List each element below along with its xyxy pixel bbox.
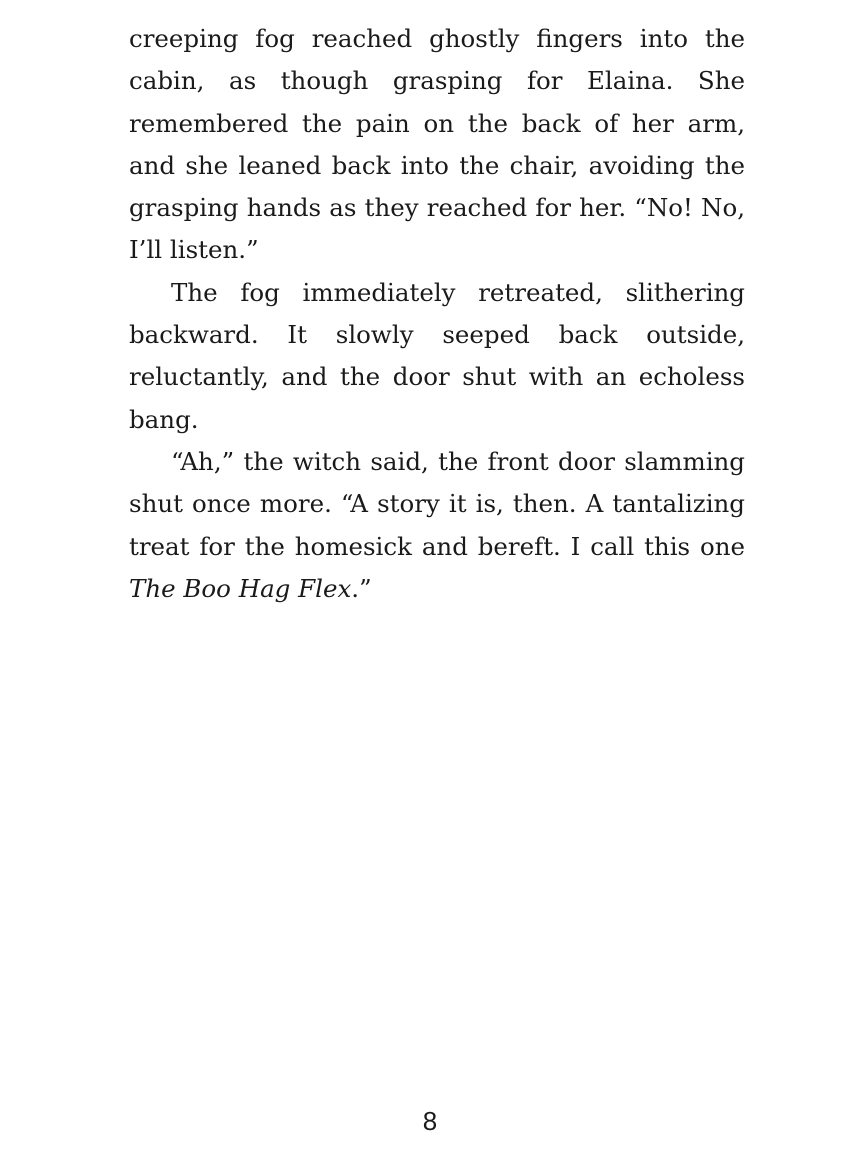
paragraph-text-before-title: “Ah,” the witch said, the front door slamming shut once more. “A story it is, then. A tantalizing treat for the homesick and bereft. I call this one bbox=[129, 446, 745, 561]
story-title: The Boo Hag Flex bbox=[129, 573, 352, 603]
paragraph-fog-retreat: The fog immediately retreated, slithering backward. It slowly seeped back outside, reluctantly, and the door shut with an echoless bang. bbox=[129, 277, 745, 434]
paragraph-continued: creeping fog reached ghostly fingers into the cabin, as though grasping for Elaina. She remembered the pain on the back of her arm, and she leaned back into the chair, avoiding the grasping hands as they reached for her. “No! No, I’ll listen.” bbox=[129, 24, 745, 265]
body-text bbox=[129, 18, 745, 610]
paragraph-witch-story bbox=[129, 441, 745, 610]
paragraph-text-after-title: .” bbox=[351, 573, 372, 603]
page-number: 8 bbox=[422, 1106, 438, 1136]
